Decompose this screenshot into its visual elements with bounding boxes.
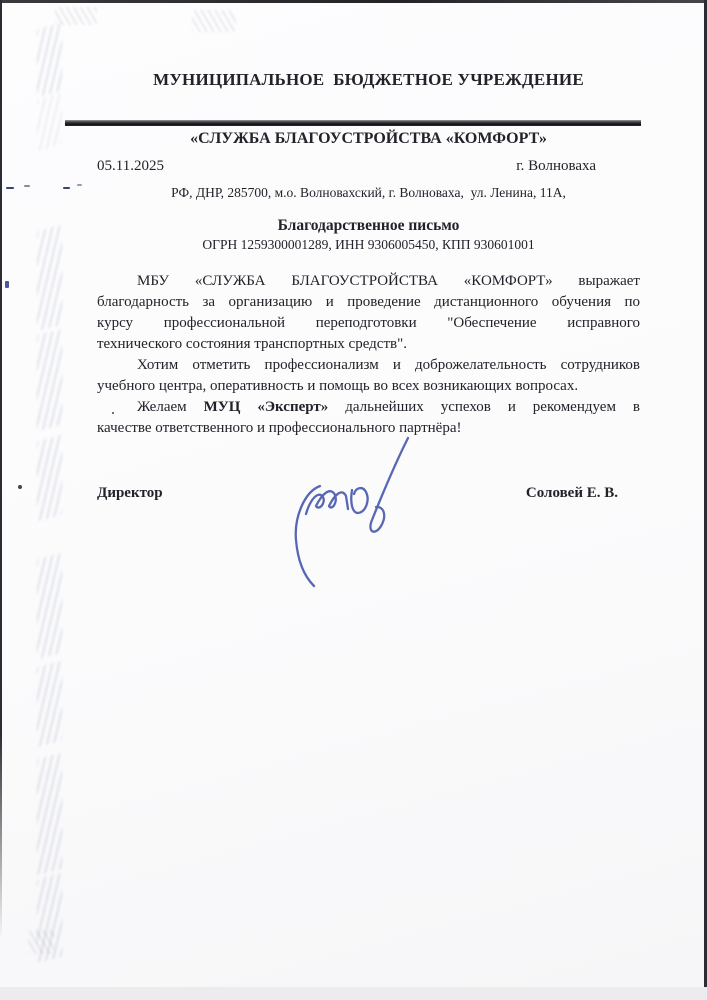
letter-title: Благодарственное письмо <box>277 217 460 234</box>
scan-speck <box>63 187 70 189</box>
bleedthrough-artifact <box>37 435 62 521</box>
bleedthrough-artifact <box>37 553 62 659</box>
scan-speck <box>77 184 82 186</box>
paragraph-line: МБУ «СЛУЖБА БЛАГОУСТРОЙСТВА «КОМФОРТ» выражает <box>137 273 640 289</box>
scan-blotch <box>192 10 236 32</box>
signatory-position: Директор <box>97 485 163 501</box>
scan-speck <box>24 185 30 187</box>
bleedthrough-artifact <box>37 661 62 747</box>
paragraph-line: курсу профессиональной переподготовки "Обеспечение исправного <box>97 315 640 331</box>
scan-speck <box>18 485 22 489</box>
signature-ink <box>278 418 418 598</box>
paragraph-line: качестве ответственного и профессионального партнёра! <box>97 420 462 436</box>
scan-blotch <box>28 930 54 954</box>
paragraph-line: учебного центра, оперативность и помощь во всех возникающих вопросах. <box>97 378 579 394</box>
scan-speck <box>5 281 9 288</box>
bleedthrough-artifact <box>37 93 62 151</box>
scan-blotch <box>55 7 97 25</box>
paragraph <box>97 271 640 355</box>
org-name-line2: «СЛУЖБА БЛАГОУСТРОЙСТВА «КОМФОРТ» <box>190 130 547 147</box>
letterhead-divider <box>65 120 641 126</box>
bleedthrough-artifact <box>37 225 62 331</box>
scan-border-top <box>0 0 707 3</box>
letter-place: г. Волноваха <box>516 158 596 174</box>
paragraph-line: технического состояния транспортных средств". <box>97 336 407 352</box>
paragraph-line: благодарность за организацию и проведение дистанционного обучения по <box>97 294 640 310</box>
scan-speck <box>6 187 14 189</box>
org-address: РФ, ДНР, 285700, м.о. Волновахский, г. Волноваха, ул. Ленина, 11А, <box>171 185 566 200</box>
scan-border-left <box>0 0 2 940</box>
signatory-name: Соловей Е. В. <box>525 485 618 501</box>
paragraph <box>97 355 640 397</box>
paragraph-line: Желаем МУЦ «Эксперт» дальнейших успехов и рекомендуем в <box>137 399 640 415</box>
paragraph-line: Хотим отметить профессионализм и доброжелательность сотрудников <box>137 357 640 373</box>
org-registration-numbers: ОГРН 1259300001289, ИНН 9306005450, КПП 930601001 <box>202 236 535 252</box>
letter-body <box>97 271 640 439</box>
letter-date: 05.11.2025 <box>97 158 164 174</box>
scan-bottom-shadow <box>0 987 707 1000</box>
bleedthrough-artifact <box>37 23 62 97</box>
org-name-line1: МУНИЦИПАЛЬНОЕ БЮДЖЕТНОЕ УЧРЕЖДЕНИЕ <box>153 70 584 89</box>
bleedthrough-artifact <box>37 753 62 875</box>
bleedthrough-artifact <box>37 329 62 431</box>
date-place-row <box>97 156 640 176</box>
